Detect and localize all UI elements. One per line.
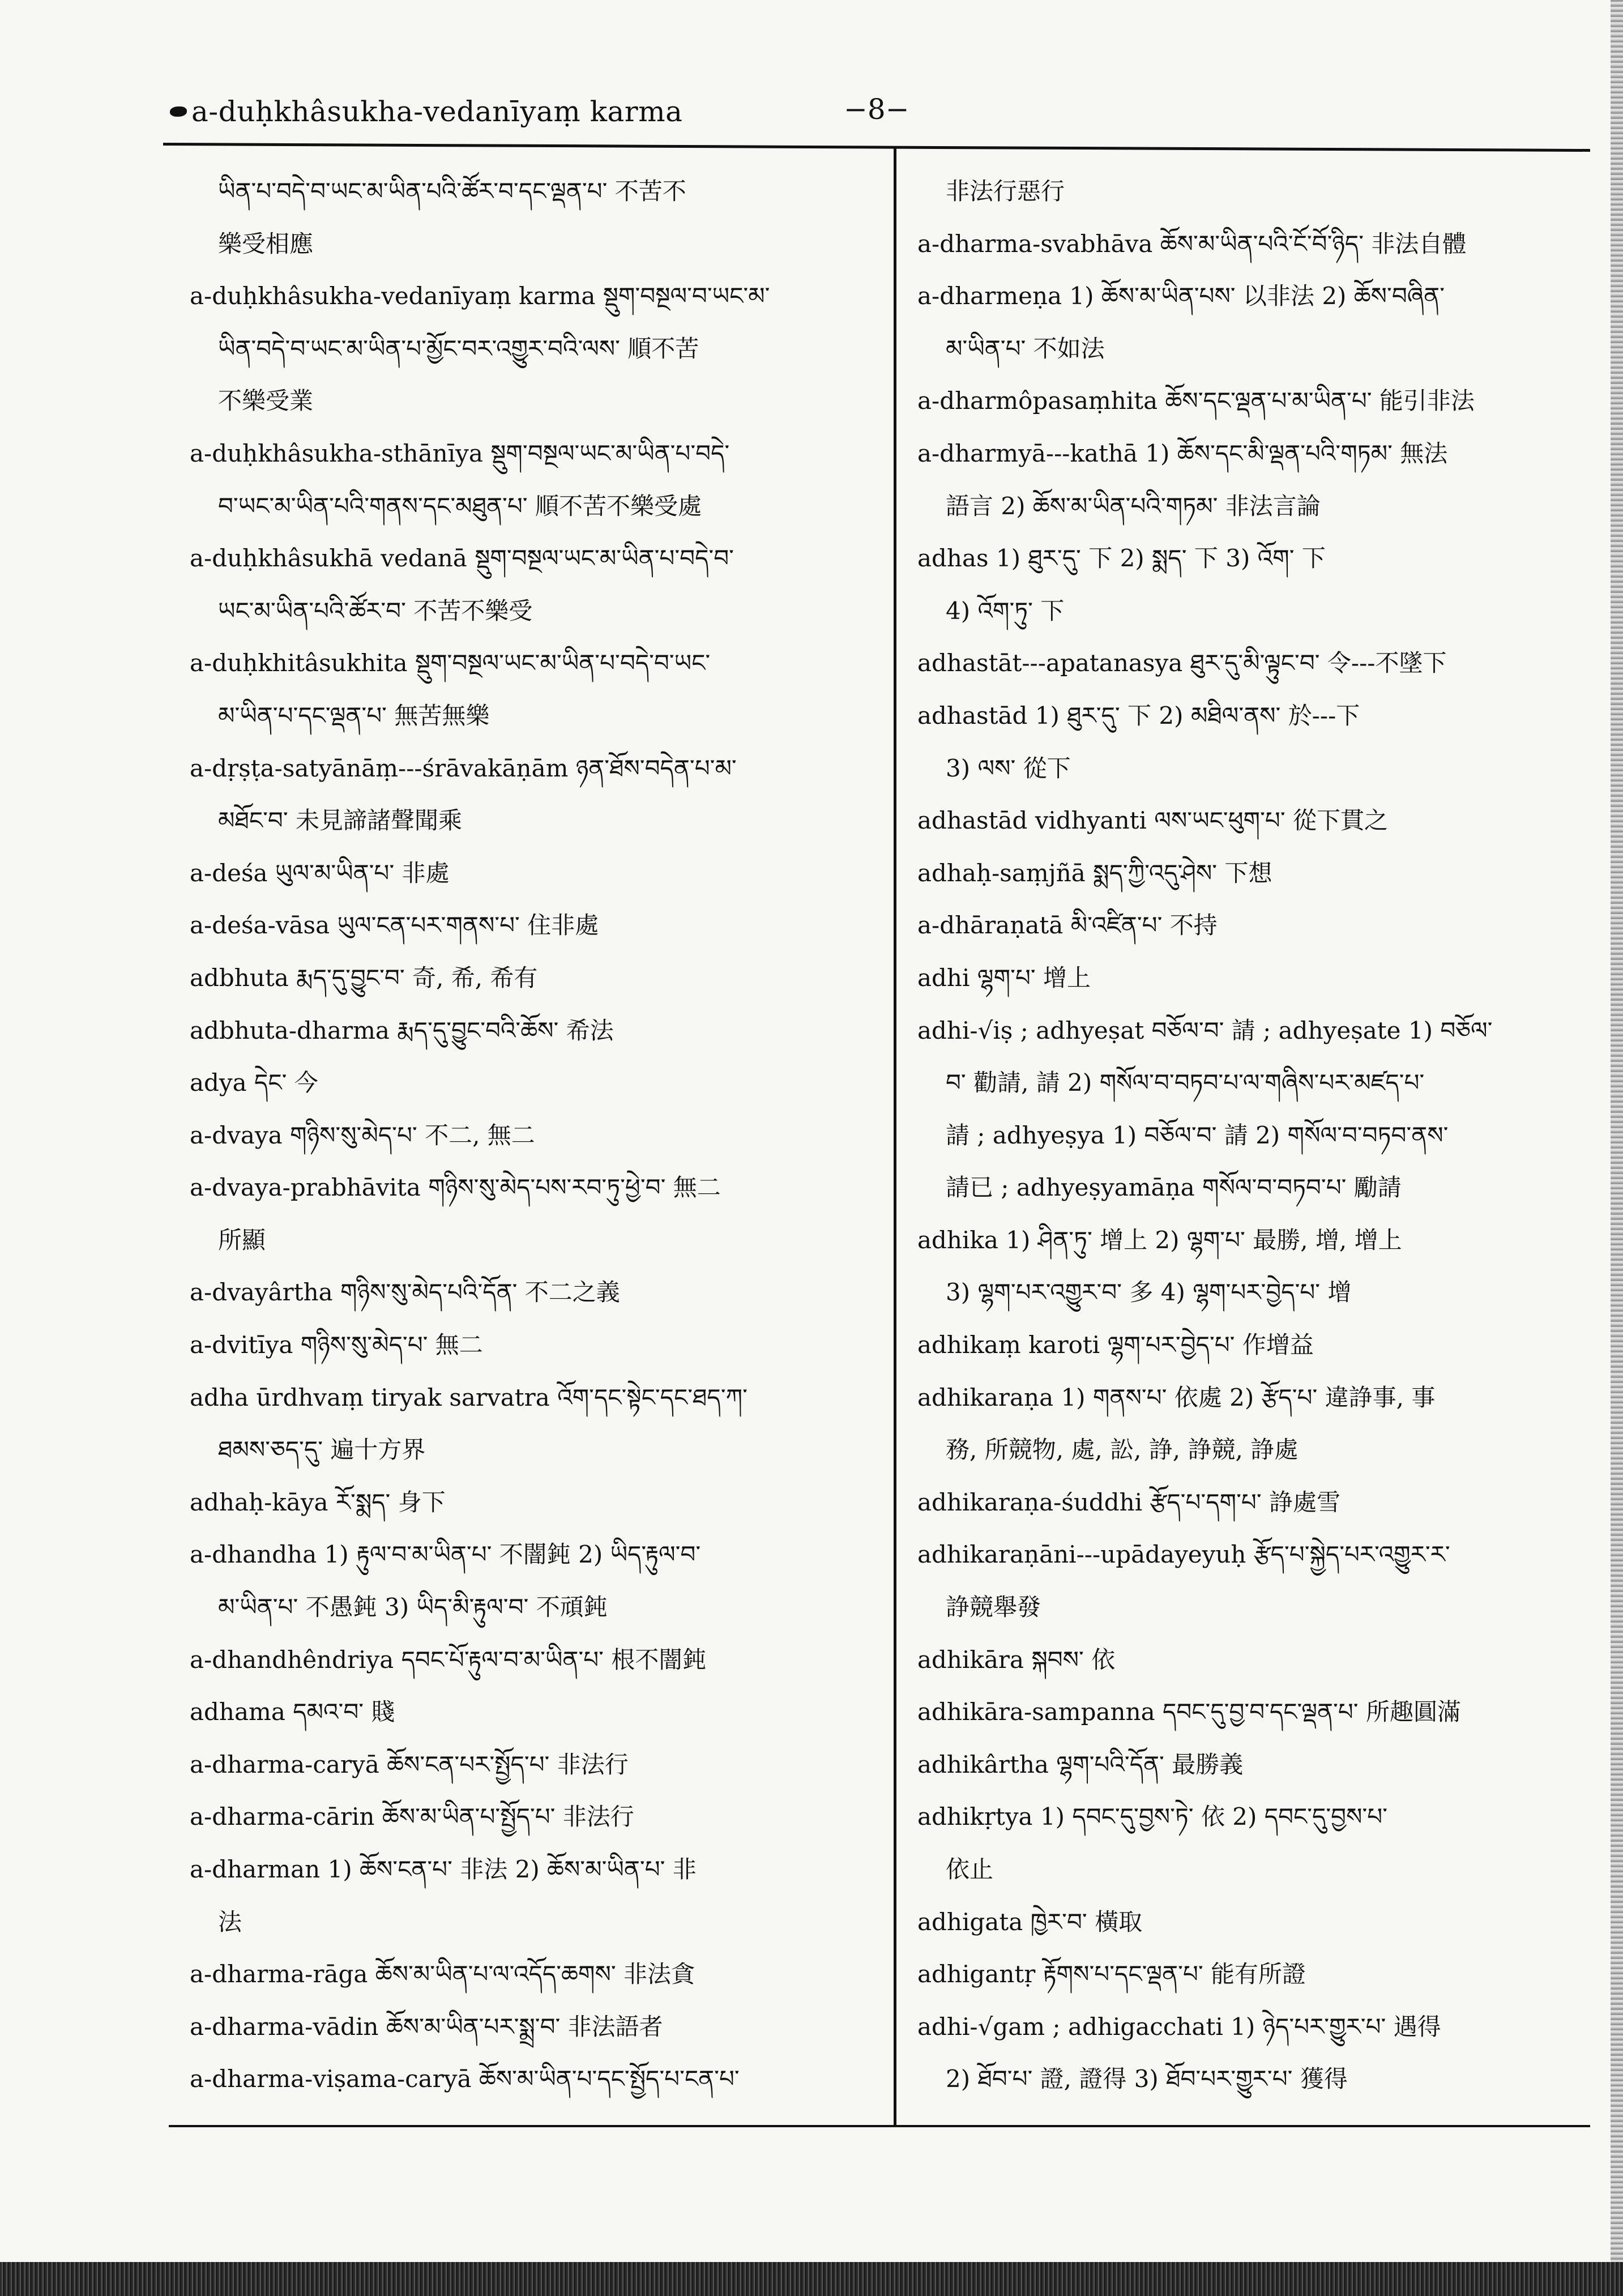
dictionary-line: adbhuta-dharma རྨད་དུ་བྱུང་བའི་ཆོས་ 希法 <box>190 1016 614 1044</box>
dictionary-line: a-dvayârtha གཉིས་སུ་མེད་པའི་དོན་ 不二之義 <box>190 1278 620 1307</box>
dictionary-line: 請已 ; adhyeṣyamāṇa གསོལ་བ་བཏབ་པ་ 勵請 <box>946 1173 1402 1202</box>
dictionary-line: 不樂受業 <box>218 387 314 415</box>
dictionary-line: a-duḥkhitâsukhita སྡུག་བསྔལ་ཡང་མ་ཡིན་པ་བདེ་བ་ཡང་ <box>190 649 711 677</box>
dictionary-line: 4) འོག་ཏུ་ 下 <box>946 596 1065 625</box>
dictionary-line: a-deśa-vāsa ཡུལ་ངན་པར་གནས་པ་ 住非處 <box>190 911 599 940</box>
dictionary-line: adhaḥ-saṃjñā སྨད་ཀྱི་འདུ་ཤེས་ 下想 <box>917 859 1272 887</box>
running-head: a-duḥkhâsukha-vedanīyaṃ karma <box>191 95 683 128</box>
dictionary-line: a-dhāraṇatā མི་འཛིན་པ་ 不持 <box>917 911 1218 940</box>
dictionary-line: 所顯 <box>218 1226 266 1254</box>
dictionary-line: a-dharma-svabhāva ཆོས་མ་ཡིན་པའི་ངོ་བོ་ཉིད་ 非法自體 <box>917 229 1467 258</box>
dictionary-line: 非法行惡行 <box>946 177 1065 205</box>
dictionary-line: མ་ཡིན་པ་དང་ལྡན་པ་ 無苦無樂 <box>218 701 490 729</box>
dictionary-line: a-dharmeṇa 1) ཆོས་མ་ཡིན་པས་ 以非法 2) ཆོས་བཞིན་ <box>917 282 1445 310</box>
dictionary-line: adhigantṛ རྟོགས་པ་དང་ལྡན་པ་ 能有所證 <box>917 1960 1306 1988</box>
dictionary-line: མ་ཡིན་པ་ 不如法 <box>946 334 1105 362</box>
dictionary-line: ཡིན་བདེ་བ་ཡང་མ་ཡིན་པ་མྱོང་བར་འགྱུར་བའི་ལས་ 順不苦 <box>218 334 699 362</box>
dictionary-line: adhaḥ-kāya རོ་སྨད་ 身下 <box>190 1488 446 1516</box>
dictionary-line: a-dharma-vādin ཆོས་མ་ཡིན་པར་སྨྲ་བ་ 非法語者 <box>190 2012 663 2041</box>
dictionary-line: adhastāt---apatanasya ཐུར་དུ་མི་ལྟུང་བ་ 令---不墜下 <box>917 649 1447 677</box>
dictionary-line: adhikaraṇāni---upādayeyuḥ རྩོད་པ་སྐྱེད་པར་འགྱུར་ར་ <box>917 1540 1450 1569</box>
dictionary-line: a-dharmyā---kathā 1) ཆོས་དང་མི་ལྡན་པའི་གཏམ་ 無法 <box>917 439 1448 467</box>
dictionary-line: མཐོང་བ་ 未見諦諸聲聞乘 <box>218 806 462 835</box>
dictionary-line: བ་ཡང་མ་ཡིན་པའི་གནས་དང་མཐུན་པ་ 順不苦不樂受處 <box>218 492 702 520</box>
dictionary-line: མ་ཡིན་པ་ 不愚鈍 3) ཡིད་མི་རྟུལ་བ་ 不頑鈍 <box>218 1593 608 1621</box>
dictionary-line: a-dvaya གཉིས་སུ་མེད་པ་ 不二, 無二 <box>190 1121 535 1149</box>
dictionary-line: 請 ; adhyeṣya 1) བཅོལ་བ་ 請 2) གསོལ་བ་བཏབ་ནས་ <box>946 1121 1449 1149</box>
dictionary-line: adhi ལྷག་པ་ 增上 <box>917 963 1091 992</box>
dictionary-line: a-duḥkhâsukha-vedanīyaṃ karma སྡུག་བསྔལ་བ་ཡང་མ་ <box>190 282 770 310</box>
dictionary-line: 法 <box>218 1907 242 1936</box>
dictionary-line: ཡང་མ་ཡིན་པའི་ཚོར་བ་ 不苦不樂受 <box>218 596 533 625</box>
page-header <box>170 92 1589 131</box>
footer-rule <box>169 2125 1590 2127</box>
dictionary-line: adhama དམའ་བ་ 賤 <box>190 1698 395 1726</box>
dictionary-line: adhi-√iṣ ; adhyeṣat བཅོལ་བ་ 請 ; adhyeṣate 1) བཅོལ་ <box>917 1016 1493 1044</box>
dictionary-line: adhi-√gam ; adhigacchati 1) ཉེད་པར་གྱུར་པ་ 遇得 <box>917 2012 1441 2041</box>
dictionary-line: adha ūrdhvaṃ tiryak sarvatra འོག་དང་སྟེང་དང་ཐད་ཀ་ <box>190 1383 748 1411</box>
dictionary-line: 依止 <box>946 1855 994 1883</box>
dictionary-line: adhikaraṇa-śuddhi རྩོད་པ་དག་པ་ 諍處雪 <box>917 1488 1341 1516</box>
dictionary-line: adhikāra-sampanna དབང་དུ་བྱ་བ་དང་ལྡན་པ་ 所趣圓滿 <box>917 1698 1461 1726</box>
dictionary-line: 語言 2) ཆོས་མ་ཡིན་པའི་གཏམ་ 非法言論 <box>946 492 1321 520</box>
dictionary-line: a-dharmôpasaṃhita ཆོས་དང་ལྡན་པ་མ་ཡིན་པ་ 能引非法 <box>917 387 1475 415</box>
dictionary-line: a-dṛṣṭa-satyānāṃ---śrāvakāṇām ཉན་ཐོས་བདེན་པ་མ་ <box>190 754 737 782</box>
dictionary-line: adhikârtha ལྷག་པའི་དོན་ 最勝義 <box>917 1750 1244 1778</box>
dictionary-line: a-duḥkhâsukhā vedanā སྡུག་བསྔལ་ཡང་མ་ཡིན་པ་བདེ་བ་ <box>190 544 734 573</box>
dictionary-line: adhika 1) ཤིན་ཏུ་ 增上 2) ལྷག་པ་ 最勝, 增, 增上 <box>917 1226 1402 1254</box>
dictionary-line: a-deśa ཡུལ་མ་ཡིན་པ་ 非處 <box>190 859 450 887</box>
header-rule <box>163 143 1590 152</box>
dictionary-line: adhikaṃ karoti ལྷག་པར་བྱེད་པ་ 作增益 <box>917 1331 1314 1359</box>
ink-blot-icon <box>170 106 187 117</box>
dictionary-line: a-dvitīya གཉིས་སུ་མེད་པ་ 無二 <box>190 1331 483 1359</box>
dictionary-line: a-dharma-rāga ཆོས་མ་ཡིན་པ་ལ་འདོད་ཆགས་ 非法貪 <box>190 1960 695 1988</box>
page-edge-scan <box>1611 0 1623 2296</box>
left-column <box>190 165 886 2106</box>
dictionary-line: 3) ལས་ 從下 <box>946 754 1071 782</box>
page-number: −8− <box>844 93 909 126</box>
dictionary-line: 諍競舉發 <box>946 1593 1041 1621</box>
dictionary-line: a-dharman 1) ཆོས་ངན་པ་ 非法 2) ཆོས་མ་ཡིན་པ་ 非 <box>190 1855 697 1883</box>
dictionary-line: 2) ཐོབ་པ་ 證, 證得 3) ཐོབ་པར་གྱུར་པ་ 獲得 <box>946 2065 1348 2093</box>
dictionary-line: a-dharma-caryā ཆོས་ངན་པར་སྤྱོད་པ་ 非法行 <box>190 1750 629 1778</box>
dictionary-line: adhikaraṇa 1) གནས་པ་ 依處 2) རྩོད་པ་ 違諍事, 事 <box>917 1383 1436 1411</box>
dictionary-line: adhigata ཁྱེར་བ་ 橫取 <box>917 1907 1143 1936</box>
dictionary-line: a-dharma-viṣama-caryā ཆོས་མ་ཡིན་པ་དང་སྤྱོད་པ་ངན་པ་ <box>190 2065 740 2093</box>
dictionary-line: a-dhandhêndriya དབང་པོ་རྟུལ་བ་མ་ཡིན་པ་ 根不闇鈍 <box>190 1645 707 1674</box>
dictionary-line: adhastād vidhyanti ལས་ཡང་ཕུག་པ་ 從下貫之 <box>917 806 1389 835</box>
dictionary-line: 務, 所競物, 處, 訟, 諍, 諍競, 諍處 <box>946 1436 1299 1464</box>
column-divider <box>894 148 896 2125</box>
dictionary-line: a-dhandha 1) རྟུལ་བ་མ་ཡིན་པ་ 不闇鈍 2) ཡིད་རྟུལ་བ་ <box>190 1540 701 1569</box>
dictionary-line: adbhuta རྨད་དུ་བྱུང་བ་ 奇, 希, 希有 <box>190 963 538 992</box>
dictionary-line: a-duḥkhâsukha-sthānīya སྡུག་བསྔལ་ཡང་མ་ཡིན་པ་བདེ་ <box>190 439 730 467</box>
dictionary-line: ཐམས་ཅད་དུ་ 遍十方界 <box>218 1436 426 1464</box>
dictionary-line: adhikāra སྐབས་ 依 <box>917 1645 1116 1674</box>
dictionary-line: བ་ 勸請, 請 2) གསོལ་བ་བཏབ་པ་ལ་གཞིས་པར་མཛད་པ་ <box>946 1069 1425 1097</box>
scan-border <box>0 2262 1623 2296</box>
dictionary-line: adya དེང་ 今 <box>190 1069 318 1097</box>
dictionary-line: a-dharma-cārin ཆོས་མ་ཡིན་པ་སྤྱོད་པ་ 非法行 <box>190 1803 634 1831</box>
dictionary-line: 3) ལྷག་པར་འགྱུར་བ་ 多 4) ལྷག་པར་བྱེད་པ་ 增 <box>946 1278 1352 1307</box>
dictionary-line: adhikṛtya 1) དབང་དུ་བྱས་ཏེ་ 依 2) དབང་དུ་བྱས་པ་ <box>917 1803 1388 1831</box>
dictionary-line: 樂受相應 <box>218 229 314 258</box>
dictionary-line: adhas 1) ཐུར་དུ་ 下 2) སྨད་ 下 3) འོག་ 下 <box>917 544 1326 573</box>
dictionary-line: ཡིན་པ་བདེ་བ་ཡང་མ་ཡིན་པའི་ཚོར་བ་དང་ལྡན་པ་ 不苦不 <box>218 177 686 205</box>
dictionary-line: adhastād 1) ཐུར་དུ་ 下 2) མཐིལ་ནས་ 於---下 <box>917 701 1360 729</box>
right-column <box>917 165 1586 2106</box>
dictionary-line: a-dvaya-prabhāvita གཉིས་སུ་མེད་པས་རབ་ཏུ་ཕྱེ་བ་ 無二 <box>190 1173 721 1202</box>
